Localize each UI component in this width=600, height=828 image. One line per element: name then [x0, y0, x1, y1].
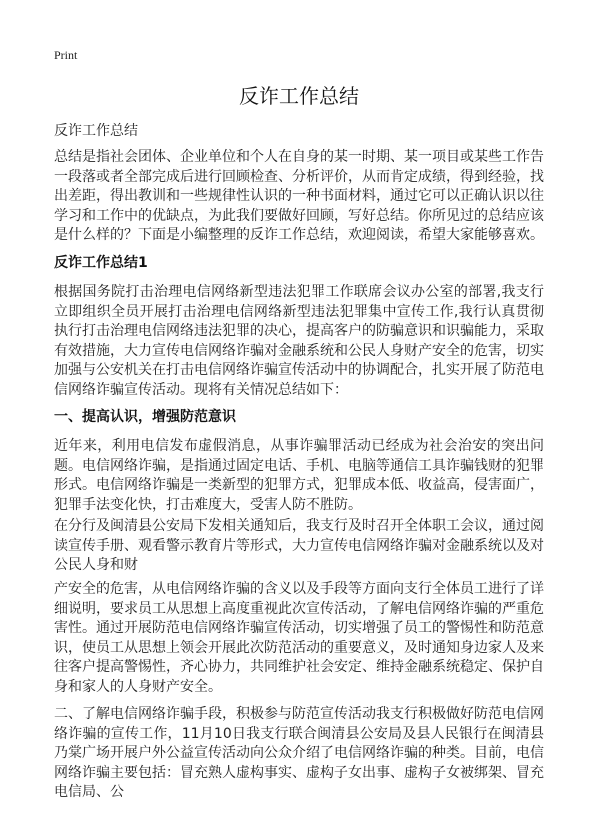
intro-paragraph: 总结是指社会团体、企业单位和个人在自身的某一时期、某一项目或某些工作告一段落或者全部完成后进行回顾检查、分析评价，从而肯定成绩，得到经验，找出差距，得出教训和一些规律性认识的一种书面材料，通过它可以正确认识以往学习和工作中的优缺点，为此我们要做好回顾，写好总结。你所见过的总结应该是什么样的？下面是小编整理的反诈工作总结，欢迎阅读，希望大家能够喜欢。 [54, 149, 544, 243]
document-subtitle: 反诈工作总结 [54, 123, 138, 139]
subsection-heading: 一、提高认识，增强防范意识 [54, 409, 236, 425]
body-paragraph: 近年来，利用电信发布虚假消息，从事诈骗罪活动已经成为社会治安的突出问题。电信网络诈骗，是指通过固定电话、手机、电脑等通信工具诈骗钱财的犯罪形式。电信网络诈骗是一类新型的犯罪方式，犯罪成本低、收益高，侵害面广，犯罪手法变化快，打击难度大，受害人防不胜防。 [54, 438, 544, 513]
body-paragraph: 二、了解电信网络诈骗手段，积极参与防范宣传活动我支行积极做好防范电信网络诈骗的宣传工作，11月10日我支行联合闽清县公安局及县人民银行在闽清县乃棠广场开展户外公益宣传活动向公众介绍了电信网络诈骗的种类。目前，电信网络诈骗主要包括：冒充熟人虚构事实、虚构子女出事、虚构子女被绑架、冒充电信局、公 [54, 706, 544, 800]
page-title: 反诈工作总结 [239, 84, 359, 108]
body-paragraph: 在分行及闽清县公安局下发相关通知后，我支行及时召开全体职工会议，通过阅读宣传手册、观看警示教育片等形式，大力宣传电信网络诈骗对金融系统以及对公民人身和财 [54, 518, 544, 573]
print-link[interactable]: Print [54, 48, 78, 62]
section-heading: 反诈工作总结1 [54, 255, 148, 271]
body-paragraph: 产安全的危害，从电信网络诈骗的含义以及手段等方面向支行全体员工进行了详细说明，要求员工从思想上高度重视此次宣传活动，了解电信网络诈骗的严重危害性。通过开展防范电信网络诈骗宣传活动，切实增强了员工的警惕性和防范意识，使员工从思想上领会开展此次防范活动的重要意义，及时通知身边家人及来往客户提高警惕性，齐心协力，共同维护社会安定、维持金融系统稳定、保护自身和家人的人身财产安全。 [54, 581, 544, 695]
body-paragraph: 根据国务院打击治理电信网络新型违法犯罪工作联席会议办公室的部署,我支行立即组织全员开展打击治理电信网络新型违法犯罪集中宣传工作,我行认真贯彻执行打击治理电信网络违法犯罪的决心，提高客户的防骗意识和识骗能力，采取有效措施，大力宣传电信网络诈骗对金融系统和公民人身财产安全的危害，切实加强与公安机关在打击电信网络诈骗宣传活动中的协调配合，扎实开展了防范电信网络诈骗宣传活动。现将有关情况总结如下： [54, 284, 544, 398]
